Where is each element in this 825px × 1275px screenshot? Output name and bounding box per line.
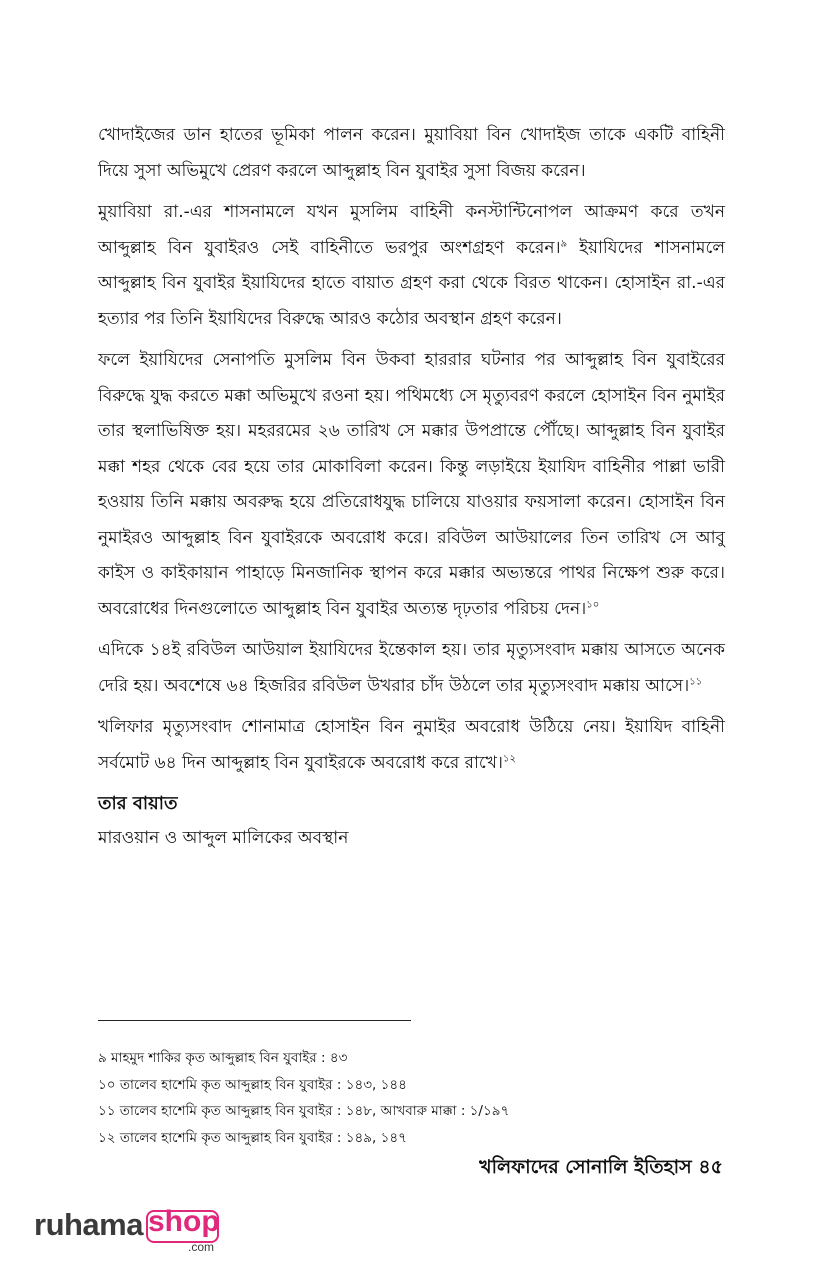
logo-text-shop: shop [148,1205,220,1238]
page-body [98,118,725,855]
logo-text-ruhama: ruhama [34,1207,143,1242]
paragraph-2-text [98,195,725,337]
section-heading: তার বায়াত [98,793,178,814]
footnotes [98,1045,725,1151]
paragraph-3 [98,343,725,627]
footnote-ref-9[interactable]: ৯ [560,237,568,249]
paragraph-3-body: ফলে ইয়াযিদের সেনাপতি মুসলিম বিন উকবা হাররার ঘটনার পর আব্দুল্লাহ বিন যুবাইরের বিরুদ্ধে যুদ্ধ করতে মক্কা অভিমুখে রওনা হয়। পথিমধ্যে সে মৃত্যুবরণ করলে হোসাইন বিন নুমাইর তার স্থলাভিষিক্ত হয়। মহররমের ২৬ তারিখ সে মক্কার উপপ্রান্তে পৌঁছে। আব্দুল্লাহ বিন যুবাইর মক্কা শহর থেকে বের হয়ে তার মোকাবিলা করেন। কিন্তু লড়াইয়ে ইয়াযিদ বাহিনীর পাল্লা ভারী হওয়ায় তিনি মক্কায় অবরুদ্ধ হয়ে প্রতিরোধযুদ্ধ চালিয়ে যাওয়ার ফয়সালা করেন। হোসাইন বিন নুমাইরও আব্দুল্লাহ বিন যুবাইরকে অবরোধ করে। রবিউল আউয়ালের তিন তারিখ সে আবু কাইস ও কাইকায়ান পাহাড়ে মিনজানিক স্থাপন করে মক্কার অভ্যন্তরে পাথর নিক্ষেপ শুরু করে। অবরোধের দিনগুলোতে আব্দুল্লাহ বিন যুবাইর অত্যন্ত দৃঢ়তার পরিচয় দেন। [98,350,725,619]
paragraph-2-continuation: ইয়াযিদের শাসনামলে আব্দুল্লাহ বিন যুবাইর ইয়াযিদের হাতে বায়াত গ্রহণ করা থেকে বিরত থাকেন। হোসাইন রা.-এর হত্যার পর তিনি ইয়াযিদের বিরুদ্ধে আরও কঠোর অবস্থান গ্রহণ করেন। [98,237,725,329]
paragraph-1-text: খোদাইজের ডান হাতের ভূমিকা পালন করেন। মুয়াবিয়া বিন খোদাইজ তাকে একটি বাহিনী দিয়ে সুসা অভিমুখে প্রেরণ করলে আব্দুল্লাহ বিন যুবাইর সুসা বিজয় করেন। [98,125,725,181]
ruhamashop-logo [34,1203,224,1263]
paragraph-4-body: এদিকে ১৪ই রবিউল আউয়াল ইয়াযিদের ইন্তেকাল হয়। তার মৃত্যুসংবাদ মক্কায় আসতে অনেক দেরি হয়। অবশেষে ৬৪ হিজরির রবিউল উখরার চাঁদ উঠলে তার মৃত্যুসংবাদ মক্কায় আসে। [98,640,725,696]
footnote-ref-11[interactable]: ১১ [689,675,703,687]
paragraph-5-text [98,710,725,781]
footnote-12: ১২ তালেব হাশেমি কৃত আব্দুল্লাহ বিন যুবাইর : ১৪৯, ১৪৭ [98,1129,407,1146]
footnote-divider [98,1020,411,1021]
logo-text-com: .com [188,1240,215,1254]
paragraph-3-text [98,343,725,627]
footnote-ref-12[interactable]: ১২ [502,752,516,764]
footnote-9: ৯ মাহমুদ শাকির কৃত আব্দুল্লাহ বিন যুবাইর : ৪৩ [98,1050,348,1066]
footnote-ref-10[interactable]: ১০ [586,598,600,610]
paragraph-1 [98,118,725,189]
running-footer: খলিফাদের সোনালি ইতিহাস ৪৫ [479,1156,723,1178]
paragraph-4-text [98,633,725,704]
paragraph-5 [98,710,725,781]
footnote-10: ১০ তালেব হাশেমি কৃত আব্দুল্লাহ বিন যুবাইর : ১৪৩, ১৪৪ [98,1076,407,1093]
footnote-11: ১১ তালেব হাশেমি কৃত আব্দুল্লাহ বিন যুবাইর : ১৪৮, আখবারু মাক্কা : ১/১৯৭ [98,1103,510,1119]
paragraph-5-body: খলিফার মৃত্যুসংবাদ শোনামাত্র হোসাইন বিন নুমাইর অবরোধ উঠিয়ে নেয়। ইয়াযিদ বাহিনী সর্বমোট ৬৪ দিন আব্দুল্লাহ বিন যুবাইরকে অবরোধ করে রাখে। [98,717,725,773]
paragraph-4 [98,633,725,704]
paragraph-2-sentence: মুয়াবিয়া রা.-এর শাসনামলে যখন মুসলিম বাহিনী কনস্টান্টিনোপল আক্রমণ করে তখন আব্দুল্লাহ বিন যুবাইরও সেই বাহিনীতে ভরপুর অংশগ্রহণ করেন। [98,202,725,258]
section-subheading: মারওয়ান ও আব্দুল মালিকের অবস্থান [98,828,349,848]
paragraph-2 [98,195,725,337]
